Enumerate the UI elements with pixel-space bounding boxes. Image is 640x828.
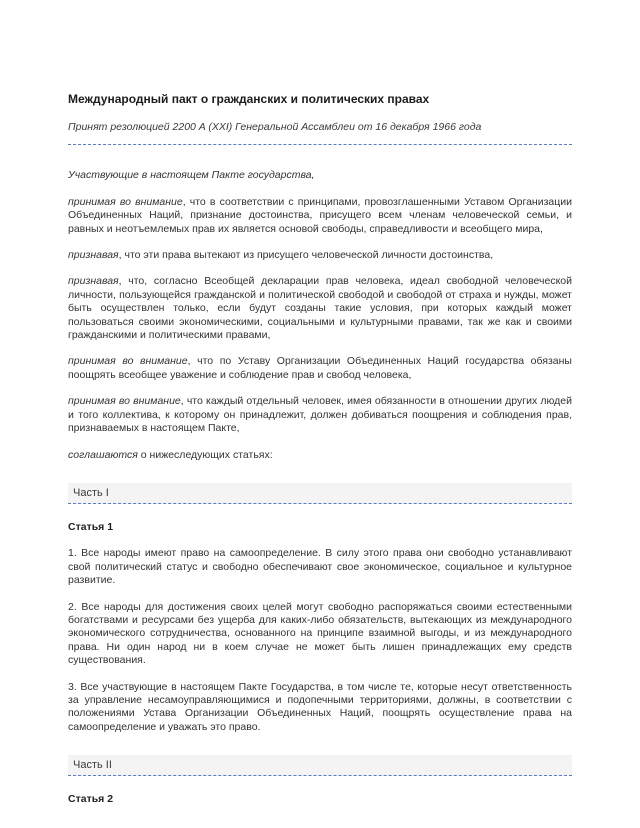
preamble-lead: принимая во внимание <box>68 355 188 368</box>
preamble-text: , что по Уставу Организации Объединенных Наций государства обязаны поощрять всеобщее уважение и соблюдение прав и свобод человека, <box>68 355 572 381</box>
preamble-text: , что в соответствии с принципами, провозглашенными Уставом Организации Объединенных Наций, признание достоинства, присущего всем членам человеческой семьи, и равных и неотъемлемых прав их является основой свободы, справедливости и всеобщего мира, <box>68 195 572 235</box>
preamble-paragraph <box>68 355 572 382</box>
preamble-lead: принимая во внимание <box>68 395 181 408</box>
preamble-lead: принимая во внимание <box>68 195 183 208</box>
preamble-paragraph <box>68 196 572 236</box>
preamble-paragraph <box>68 169 572 182</box>
preamble-lead: признавая <box>68 249 119 262</box>
article-1-paragraph: 1. Все народы имеют право на самоопределение. В силу этого права они свободно устанавливают свой политический статус и свободно обеспечивают свое экономическое, социальное и культурное развитие. <box>68 547 572 587</box>
preamble-paragraph <box>68 395 572 435</box>
document-title: Международный пакт о гражданских и политических правах <box>68 92 430 106</box>
preamble-paragraph <box>68 275 572 342</box>
preamble-lead: Участвующие в настоящем Пакте государства, <box>68 169 315 182</box>
preamble-text: , что эти права вытекают из присущего человеческой личности достоинства, <box>118 249 494 262</box>
dashed-separator <box>68 144 572 145</box>
article-1-heading: Статья 1 <box>68 520 114 533</box>
part-1-heading: Часть I <box>68 483 572 504</box>
preamble-text: , что, согласно Всеобщей декларации прав человека, идеал свободной человеческой личности, пользующейся гражданской и политической свободой и свободой от страха и нужды, может быть осуществлен только, если будут созданы такие условия, при которых каждый может пользоваться своими экономическими, социальными и культурными правами, так же как и своими гражданскими и политическими правами, <box>68 275 572 342</box>
part-2-heading: Часть II <box>68 755 572 776</box>
preamble-text: , что каждый отдельный человек, имея обязанности в отношении других людей и того коллектива, к которому он принадлежит, должен добиваться поощрения и соблюдения прав, признаваемых в настоящем Пакте, <box>68 395 572 435</box>
article-2-heading: Статья 2 <box>68 793 114 806</box>
preamble-paragraph <box>68 449 572 462</box>
article-1-paragraph: 2. Все народы для достижения своих целей могут свободно распоряжаться своими естественными богатствами и ресурсами без ущерба для каких-либо обязательств, вытекающих из международного экономического сотрудничества, основанного на принципе взаимной выгоды, и из международного права. Ни один народ ни в коем случае не может быть лишен принадлежащих ему средств существования. <box>68 600 572 667</box>
document-subtitle: Принят резолюцией 2200 A (XXI) Генеральной Ассамблеи от 16 декабря 1966 года <box>68 121 482 133</box>
preamble-text: о нижеследующих статьях: <box>137 448 273 461</box>
preamble-paragraph <box>68 249 572 262</box>
preamble-lead: признавая <box>68 275 119 288</box>
preamble-lead: соглашаются <box>68 448 138 461</box>
article-1-paragraph: 3. Все участвующие в настоящем Пакте Государства, в том числе те, которые несут ответственность за управление несамоуправляющимися и подопечными территориями, должны, в соответствии с положениями Устава Организации Объединенных Наций, поощрять осуществление права на самоопределение и уважать это право. <box>68 680 572 733</box>
